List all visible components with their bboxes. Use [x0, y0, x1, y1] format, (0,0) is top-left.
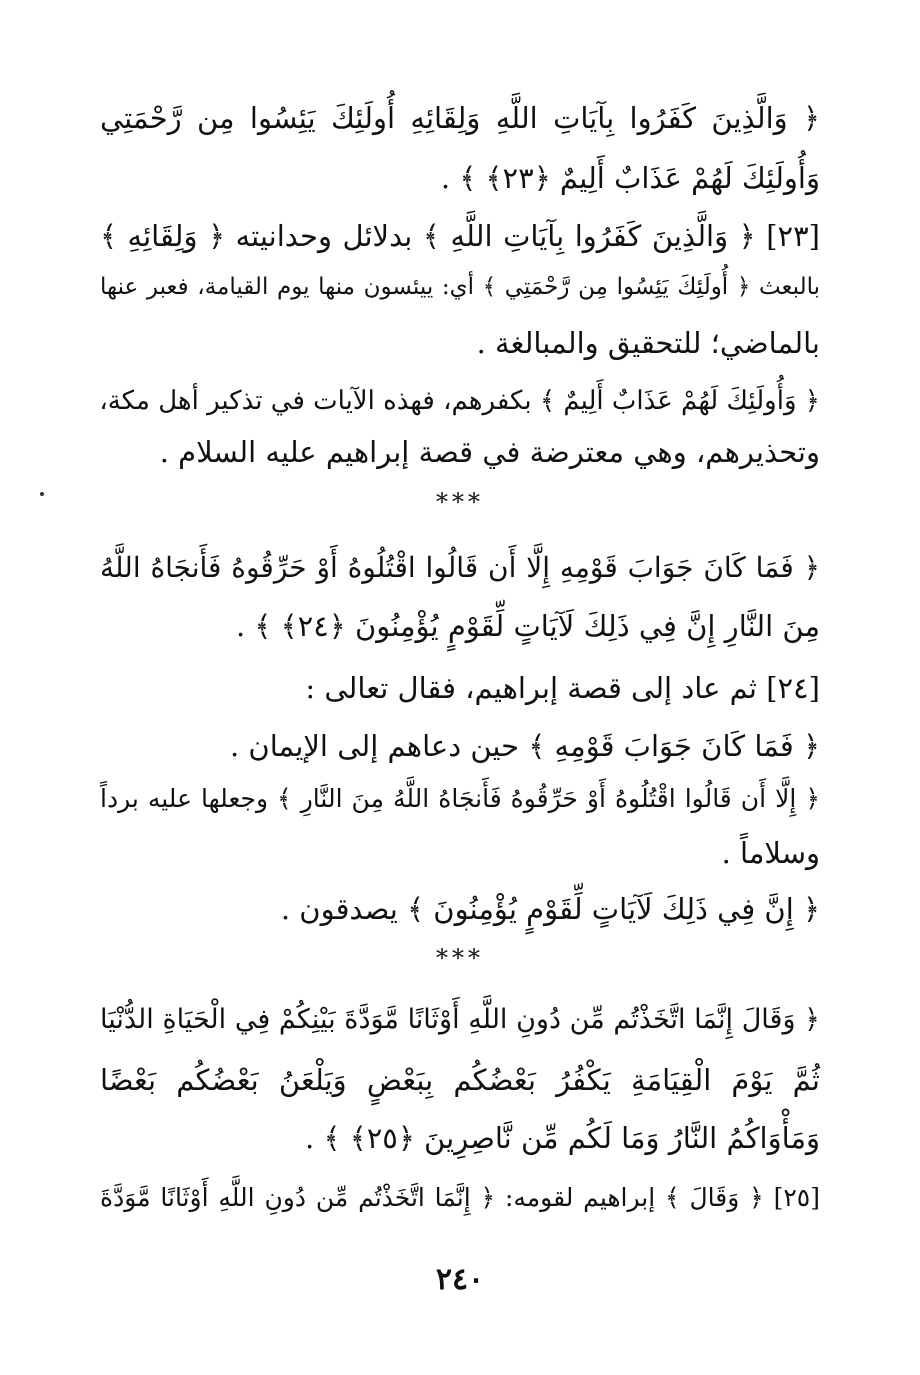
text-line-13: وسلاماً . [721, 836, 820, 870]
section-separator-2: *** [436, 944, 484, 972]
text-line-14: ﴿ إِنَّ فِي ذَلِكَ لَآيَاتٍ لِّقَوْمٍ يُؤْمِنُونَ ﴾ يصدقون . [280, 892, 820, 926]
text-line-12: ﴿ إِلَّا أَن قَالُوا اقْتُلُوهُ أَوْ حَرِّقُوهُ فَأَنجَاهُ اللَّهُ مِنَ النَّارِ ﴾ وجعلها عليه برداً [100, 784, 820, 813]
page-number: ٢٤٠ [435, 1262, 485, 1297]
text-line-15: ﴿ وَقَالَ إِنَّمَا اتَّخَذْتُم مِّن دُونِ اللَّهِ أَوْثَانًا مَّوَدَّةَ بَيْنِكُمْ فِي الْحَيَاةِ الدُّنْيَا [100, 1004, 820, 1035]
text-line-17: وَمَأْوَاكُمُ النَّارُ وَمَا لَكُم مِّن نَّاصِرِينَ ﴿٢٥﴾ ﴾ . [305, 1121, 820, 1155]
text-line-1: ﴿ وَالَّذِينَ كَفَرُوا بِآيَاتِ اللَّهِ وَلِقَائِهِ أُولَئِكَ يَئِسُوا مِن رَّحْمَتِي [100, 101, 820, 135]
text-line-16: ثُمَّ يَوْمَ الْقِيَامَةِ يَكْفُرُ بَعْضُكُم بِبَعْضٍ وَيَلْعَنُ بَعْضُكُم بَعْضًا [100, 1063, 820, 1097]
text-line-4: بالبعث ﴿ أُولَئِكَ يَئِسُوا مِن رَّحْمَتِي ﴾ أي: ييئسون منها يوم القيامة، فعبر عنها [100, 274, 820, 300]
text-line-18: [٢٥] ﴿ وَقَالَ ﴾ إبراهيم لقومه: ﴿ إِنَّمَا اتَّخَذْتُم مِّن دُونِ اللَّهِ أَوْثَانًا مَّوَدَّةَ [100, 1183, 820, 1212]
text-line-3: [٢٣] ﴿ وَالَّذِينَ كَفَرُوا بِآيَاتِ اللَّهِ ﴾ بدلائل وحدانيته ﴿ وَلِقَائِهِ ﴾ [100, 219, 820, 253]
text-line-11: ﴿ فَمَا كَانَ جَوَابَ قَوْمِهِ ﴾ حين دعاهم إلى الإيمان . [229, 729, 820, 763]
text-line-5: بالماضي؛ للتحقيق والمبالغة . [476, 326, 820, 360]
text-line-8: ﴿ فَمَا كَانَ جَوَابَ قَوْمِهِ إِلَّا أَن قَالُوا اقْتُلُوهُ أَوْ حَرِّقُوهُ فَأَنجَاهُ اللَّهُ [100, 551, 820, 584]
text-line-7: وتحذيرهم، وهي معترضة في قصة إبراهيم عليه السلام . [159, 435, 820, 469]
margin-dot [40, 492, 44, 496]
text-line-10: [٢٤] ثم عاد إلى قصة إبراهيم، فقال تعالى : [305, 671, 820, 705]
text-line-2: وَأُولَئِكَ لَهُمْ عَذَابٌ أَلِيمٌ ﴿٢٣﴾ ﴾ . [440, 161, 820, 195]
text-line-9: مِنَ النَّارِ إِنَّ فِي ذَلِكَ لَآيَاتٍ لِّقَوْمٍ يُؤْمِنُونَ ﴿٢٤﴾ ﴾ . [235, 609, 820, 643]
text-line-6: ﴿ وَأُولَئِكَ لَهُمْ عَذَابٌ أَلِيمٌ ﴾ بكفرهم، فهذه الآيات في تذكير أهل مكة، [99, 386, 820, 416]
section-separator-1: *** [436, 488, 484, 516]
